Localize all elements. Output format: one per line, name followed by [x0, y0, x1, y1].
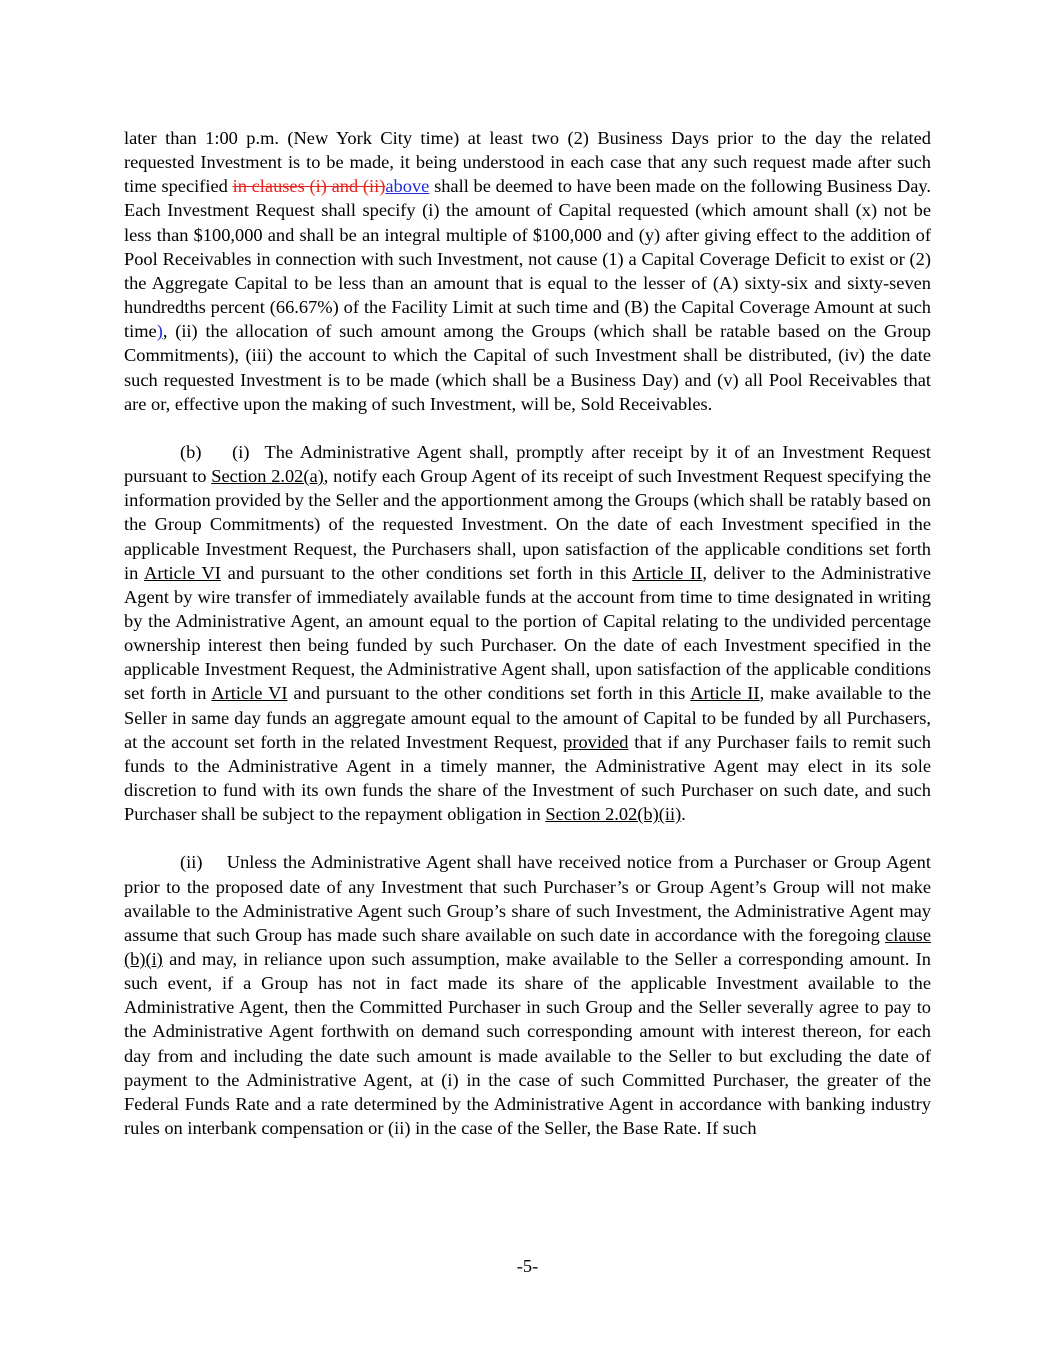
section-reference: Section 2.02(a)	[211, 466, 324, 487]
text-segment: (ii) Unless the Administrative Agent shall have received notice from a Purchaser or Group Agent prior to the proposed date of any Investment that such Purchaser’s or Group Agent’s Group will not make available to the Administrative Agent such Group’s share of such Investment, the Administrative Agent may assume that such Group has made such share available on such date in accordance with the foregoing	[124, 852, 936, 945]
text-segment: shall be deemed to have been made on the following Business Day. Each Investment Request shall specify (i) the amount of Capital requested (which amount shall (x) not be less than $100,000 and shall be an integral multiple of $100,000 and (y) after giving effect to the addition of Pool Receivables in connection with such Investment, not cause (1) a Capital Coverage Deficit to exist or (2) the Aggregate Capital to be less than an amount that is equal to the lesser of (A) sixty-six and sixty-seven hundredths percent (66.67%) of the Facility Limit at such time and (B) the Capital Coverage Amount at such time	[124, 176, 932, 342]
text-segment: and may, in reliance upon such assumption, make available to the Seller a corresponding amount. In such event, if a Group has not in fact made its share of the applicable Investment available to the Administrative Agent, then the Committed Purchaser in such Group and the Seller severally agree to pay to the Administrative Agent forthwith on demand such corresponding amount with interest thereon, for each day from and including the date such amount is made available to the Seller to but excluding the date of payment to the Administrative Agent, at (i) in the case of such Committed Purchaser, the greater of the Federal Funds Rate and a rate determined by the Administrative Agent in accordance with banking industry rules on interbank compensation or (ii) in the case of the Seller, the Base Rate. If such	[124, 949, 931, 1139]
text-segment: , (ii) the allocation of such amount among the Groups (which shall be ratable based on the Group Commitments), (iii) the account to which the Capital of such Investment shall be distributed, (iv) the date such requested Investment is to be made (which shall be a Business Day) and (v) all Pool Receivables that are or, effective upon the making of such Investment, will be, Sold Receivables.	[124, 321, 931, 414]
section-reference: Article VI	[211, 683, 288, 704]
text-segment: that if any Purchaser fails to remit such funds to the Administrative Agent in a timely manner, the Administrative Agent may elect in its sole discretion to fund with its own funds the share of the Investment of such Purchaser on such date, and such Purchaser shall be subject to the repayment obligation in	[124, 731, 931, 825]
paragraph-clause-b-ii	[124, 850, 936, 1140]
text-segment: , notify each Group Agent of its receipt of such Investment Request specifying the information provided by the Seller and the apportionment among the Groups (which shall be ratably based on the Group Commitments) of the requested Investment. On the date of each Investment specified in the applicable Investment Request, the Purchasers shall, upon satisfaction of the applicable conditions set forth in	[124, 466, 932, 583]
section-reference: Article VI	[144, 562, 221, 583]
tracked-insertion: above	[385, 176, 430, 197]
tracked-insertion: )	[156, 321, 163, 342]
paragraph-investment-request-timing	[124, 126, 931, 416]
tracked-deletion: in clauses (i) and (ii)	[232, 176, 386, 197]
text-segment: , make available to the Seller in same day funds an aggregate amount equal to the amount of Capital to be funded by all Purchasers, at the account set forth in the related Investment Request,	[124, 683, 932, 752]
text-segment: (b) (i) The Administrative Agent shall, promptly after receipt by it of an Investment Request pursuant to	[124, 441, 936, 487]
text-segment: , deliver to the Administrative Agent by wire transfer of immediately available funds at the account from time to time designated in writing by the Administrative Agent, an amount equal to the portion of Capital relating to the undivided percentage ownership interest then being funded by such Purchaser. On the date of each Investment specified in the applicable Investment Request, the Administrative Agent shall, upon satisfaction of the applicable conditions set forth in	[124, 562, 932, 704]
section-reference: Section 2.02(b)(ii)	[545, 804, 682, 825]
section-reference: Article II	[632, 562, 703, 583]
section-reference: clause (b)(i)	[124, 924, 931, 969]
text-segment: later than 1:00 p.m. (New York City time) at least two (2) Business Days prior to the day the related requested Investment is to be made, it being understood in each case that any such request made after such time specified	[124, 128, 931, 197]
text-segment: and pursuant to the other conditions set forth in this	[287, 683, 691, 704]
text-segment: and pursuant to the other conditions set forth in this	[220, 562, 633, 583]
document-page	[124, 126, 936, 1164]
defined-term-reference: provided	[563, 731, 629, 752]
paragraph-clause-b-i	[124, 440, 936, 827]
text-segment: .	[681, 804, 686, 825]
page-number: -5-	[516, 1256, 539, 1276]
section-reference: Article II	[690, 683, 760, 704]
